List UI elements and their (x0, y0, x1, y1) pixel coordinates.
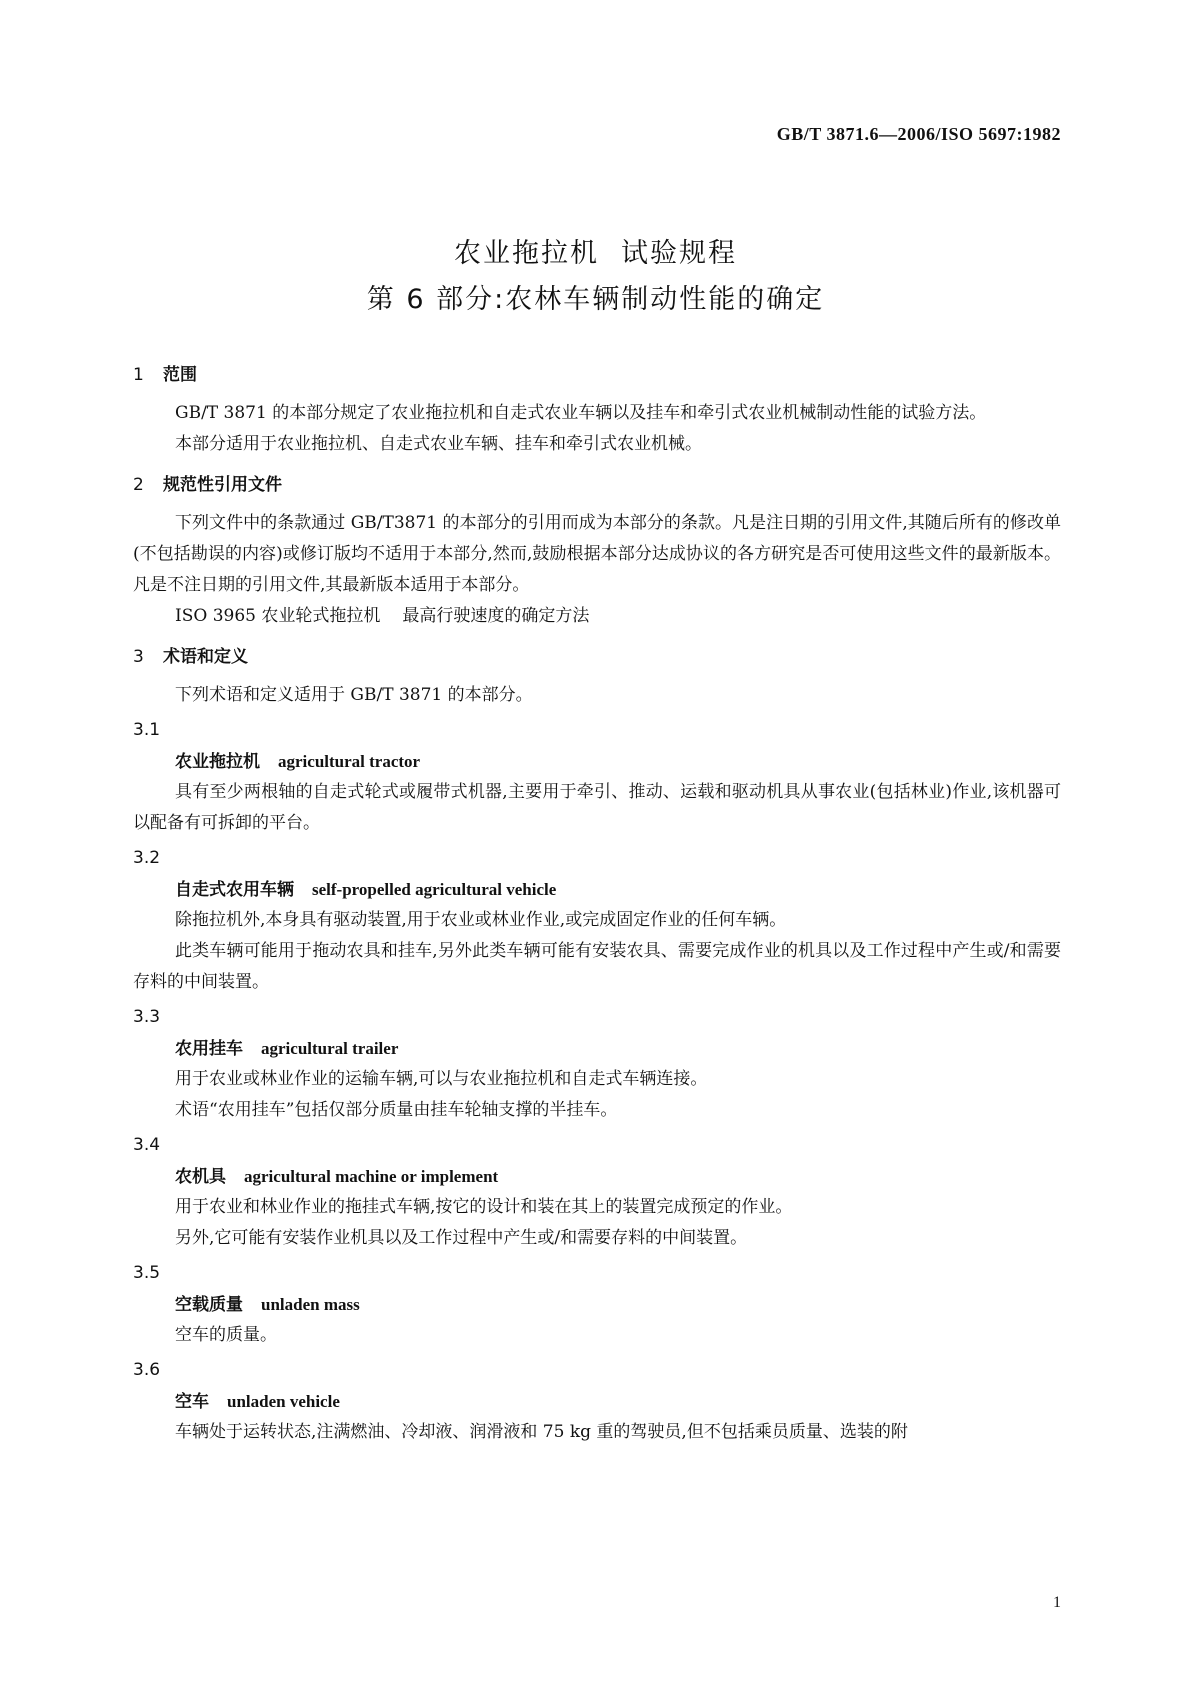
definition: 术语“农用挂车”包括仅部分质量由挂车轮轴支撑的半挂车。 (175, 1100, 618, 1120)
definition: 车辆处于运转状态,注满燃油、冷却液、润滑液和 75 kg 重的驾驶员,但不包括乘员质量、选装的附 (175, 1422, 908, 1442)
section-title: 规范性引用文件 (163, 475, 282, 495)
term-en: agricultural tractor (278, 752, 421, 771)
title-line-2: 第 6 部分:农林车辆制动性能的确定 (366, 284, 825, 315)
section-3-heading (133, 642, 1061, 672)
term-zh: 空载质量 (175, 1295, 243, 1315)
definition: 除拖拉机外,本身具有驱动装置,用于农业或林业作业,或完成固定作业的任何车辆。 (175, 910, 787, 930)
definition: 用于农业和林业作业的拖挂式车辆,按它的设计和装在其上的装置完成预定的作业。 (175, 1197, 793, 1217)
normative-reference (133, 601, 1061, 632)
section-2-heading (133, 470, 1061, 500)
definition: 此类车辆可能用于拖动农具和挂车,另外此类车辆可能有安装农具、需要完成作业的机具以及工作过程中产生或/和需要存料的中间装置。 (133, 941, 1061, 992)
paragraph: 本部分适用于农业拖拉机、自走式农业车辆、挂车和牵引式农业机械。 (175, 434, 702, 454)
standard-code: GB/T 3871.6—2006/ISO 5697:1982 (776, 124, 1061, 144)
term-en: agricultural machine or implement (244, 1167, 499, 1186)
section-number: 3 (133, 647, 144, 667)
reference-title: ISO 3965 农业轮式拖拉机 (175, 606, 381, 626)
section-1-heading (133, 360, 1061, 390)
clause-number: 3.3 (133, 1007, 161, 1027)
term-zh: 农业拖拉机 (175, 752, 260, 772)
term-zh: 自走式农用车辆 (175, 880, 294, 900)
clause-number: 3.1 (133, 720, 161, 740)
definition: 另外,它可能有安装作业机具以及工作过程中产生或/和需要存料的中间装置。 (175, 1228, 748, 1248)
document-body (133, 360, 1061, 1448)
section-title: 范围 (163, 365, 197, 385)
definition: 空车的质量。 (175, 1325, 277, 1345)
paragraph: 下列文件中的条款通过 GB/T3871 的本部分的引用而成为本部分的条款。凡是注日期的引用文件,其随后所有的修改单(不包括勘误的内容)或修订版均不适用于本部分,然而,鼓励根据本部分达成协议的各方研究是否可使用这些文件的最新版本。凡是不注日期的引用文件,其最新版本适用于本部分。 (133, 513, 1061, 595)
term-entry (133, 1033, 1061, 1064)
term-entry (133, 1289, 1061, 1320)
term-en: unladen mass (261, 1295, 360, 1314)
paragraph: GB/T 3871 的本部分规定了农业拖拉机和自走式农业车辆以及挂车和牵引式农业机械制动性能的试验方法。 (175, 403, 987, 423)
term-en: self-propelled agricultural vehicle (312, 880, 557, 899)
section-number: 2 (133, 475, 144, 495)
term-entry (133, 1386, 1061, 1417)
title-part-b: 试验规程 (621, 238, 737, 269)
term-entry (133, 874, 1061, 905)
clause-number: 3.4 (133, 1135, 161, 1155)
definition: 具有至少两根轴的自走式轮式或履带式机器,主要用于牵引、推动、运载和驱动机具从事农业(包括林业)作业,该机器可以配备有可拆卸的平台。 (133, 782, 1061, 833)
term-en: agricultural trailer (261, 1039, 399, 1058)
clause-number: 3.6 (133, 1360, 161, 1380)
term-zh: 农机具 (175, 1167, 226, 1187)
title-part-a: 农业拖拉机 (454, 238, 599, 269)
paragraph: 下列术语和定义适用于 GB/T 3871 的本部分。 (175, 685, 533, 705)
term-en: unladen vehicle (227, 1392, 340, 1411)
term-zh: 空车 (175, 1392, 209, 1412)
clause-number: 3.5 (133, 1263, 161, 1283)
page-number: 1 (1053, 1594, 1061, 1611)
term-entry (133, 746, 1061, 777)
term-zh: 农用挂车 (175, 1039, 243, 1059)
clause-number: 3.2 (133, 848, 161, 868)
definition: 用于农业或林业作业的运输车辆,可以与农业拖拉机和自走式车辆连接。 (175, 1069, 708, 1089)
reference-subtitle: 最高行驶速度的确定方法 (402, 606, 590, 626)
title-line-1 (0, 231, 1191, 270)
section-title: 术语和定义 (163, 647, 248, 667)
term-entry (133, 1161, 1061, 1192)
section-number: 1 (133, 365, 144, 385)
